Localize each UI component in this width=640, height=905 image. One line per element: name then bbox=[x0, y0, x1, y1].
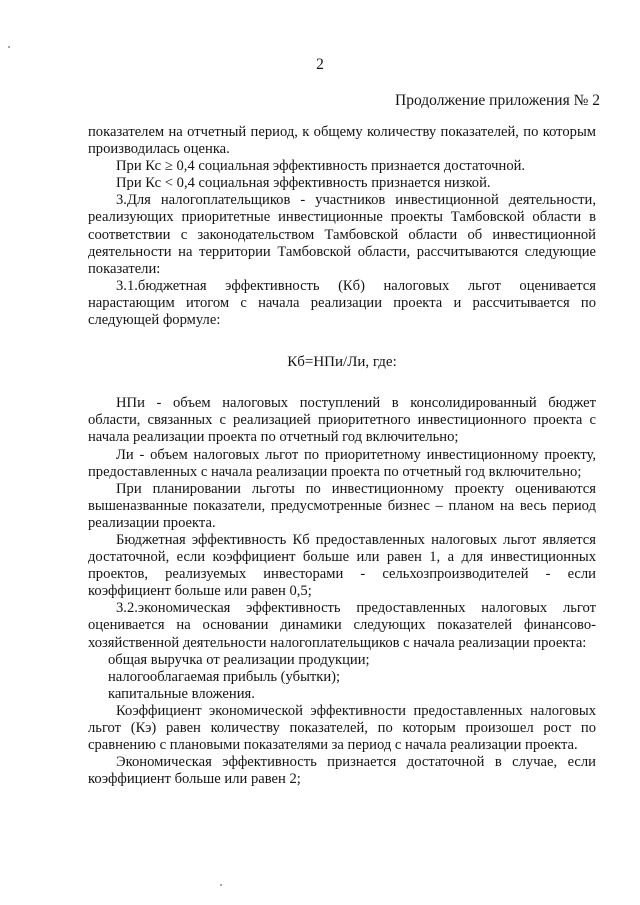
scan-speck bbox=[8, 46, 10, 48]
budget-efficiency-formula: Кб=НПи/Ли, где: bbox=[287, 354, 397, 371]
indicator-item-investment: капитальные вложения. bbox=[108, 685, 255, 702]
paragraph-social-sufficient: При Кс ≥ 0,4 социальная эффективность признается достаточной. bbox=[116, 158, 526, 175]
paragraph-investment-participants: 3.Для налогоплательщиков - участников инвестиционной деятельности, реализующих приоритетные инвестиционные проекты Тамбовской области в соответствии с законодательством Тамбовской области об инвестиционной деятельности на территории Тамбовской области, рассчитываются следующие показатели: bbox=[88, 192, 596, 277]
scan-speck bbox=[220, 884, 222, 886]
paragraph-economic-coefficient: Коэффициент экономической эффективности предоставленных налоговых льгот (Кэ) равен количеству показателей, по которым произошел рост по сравнению с плановыми показателями за период с начала реализации проекта. bbox=[88, 702, 596, 754]
paragraph-li-definition: Ли - объем налоговых льгот по приоритетному инвестиционному проекту, предоставленных с начала реализации проекта по отчетный год включительно; bbox=[88, 446, 596, 480]
paragraph-economic-efficiency: 3.2.экономическая эффективность предоставленных налоговых льгот оценивается на основании динамики следующих показателей финансово-хозяйственной деятельности налогоплательщиков с начала реализации проекта: bbox=[88, 600, 596, 651]
page-number: 2 bbox=[316, 56, 324, 73]
paragraph-economic-sufficient: Экономическая эффективность признается достаточной в случае, если коэффициент больше или равен 2; bbox=[88, 754, 596, 788]
indicator-item-profit: налогооблагаемая прибыль (убытки); bbox=[108, 668, 341, 685]
paragraph-planning: При планировании льготы по инвестиционному проекту оцениваются вышеназванные показатели, предусмотренные бизнес – планом на весь период реализации проекта. bbox=[88, 480, 596, 531]
paragraph-npi-definition: НПи - объем налоговых поступлений в консолидированный бюджет области, связанных с реализацией приоритетного инвестиционного проекта с начала реализации проекта по отчетный год включительно; bbox=[88, 395, 596, 446]
indicator-item-revenue: общая выручка от реализации продукции; bbox=[108, 651, 370, 668]
paragraph-social-low: При Кс < 0,4 социальная эффективность признается низкой. bbox=[116, 175, 491, 192]
paragraph-budget-sufficient: Бюджетная эффективность Кб предоставленных налоговых льгот является достаточной, если коэффициент больше или равен 1, а для инвестиционных проектов, реализуемых инвесторами - сельхозпроизводителей - если коэффициент больше или равен 0,5; bbox=[88, 531, 596, 600]
document-body bbox=[88, 124, 596, 788]
paragraph-indicators-ratio: показателем на отчетный период, к общему количеству показателей, по которым производилась оценка. bbox=[88, 124, 596, 158]
paragraph-budget-efficiency: 3.1.бюджетная эффективность (Кб) налоговых льгот оценивается нарастающим итогом с начала реализации проекта и рассчитывается по следующей формуле: bbox=[88, 277, 596, 329]
appendix-continuation-heading: Продолжение приложения № 2 bbox=[395, 92, 600, 109]
